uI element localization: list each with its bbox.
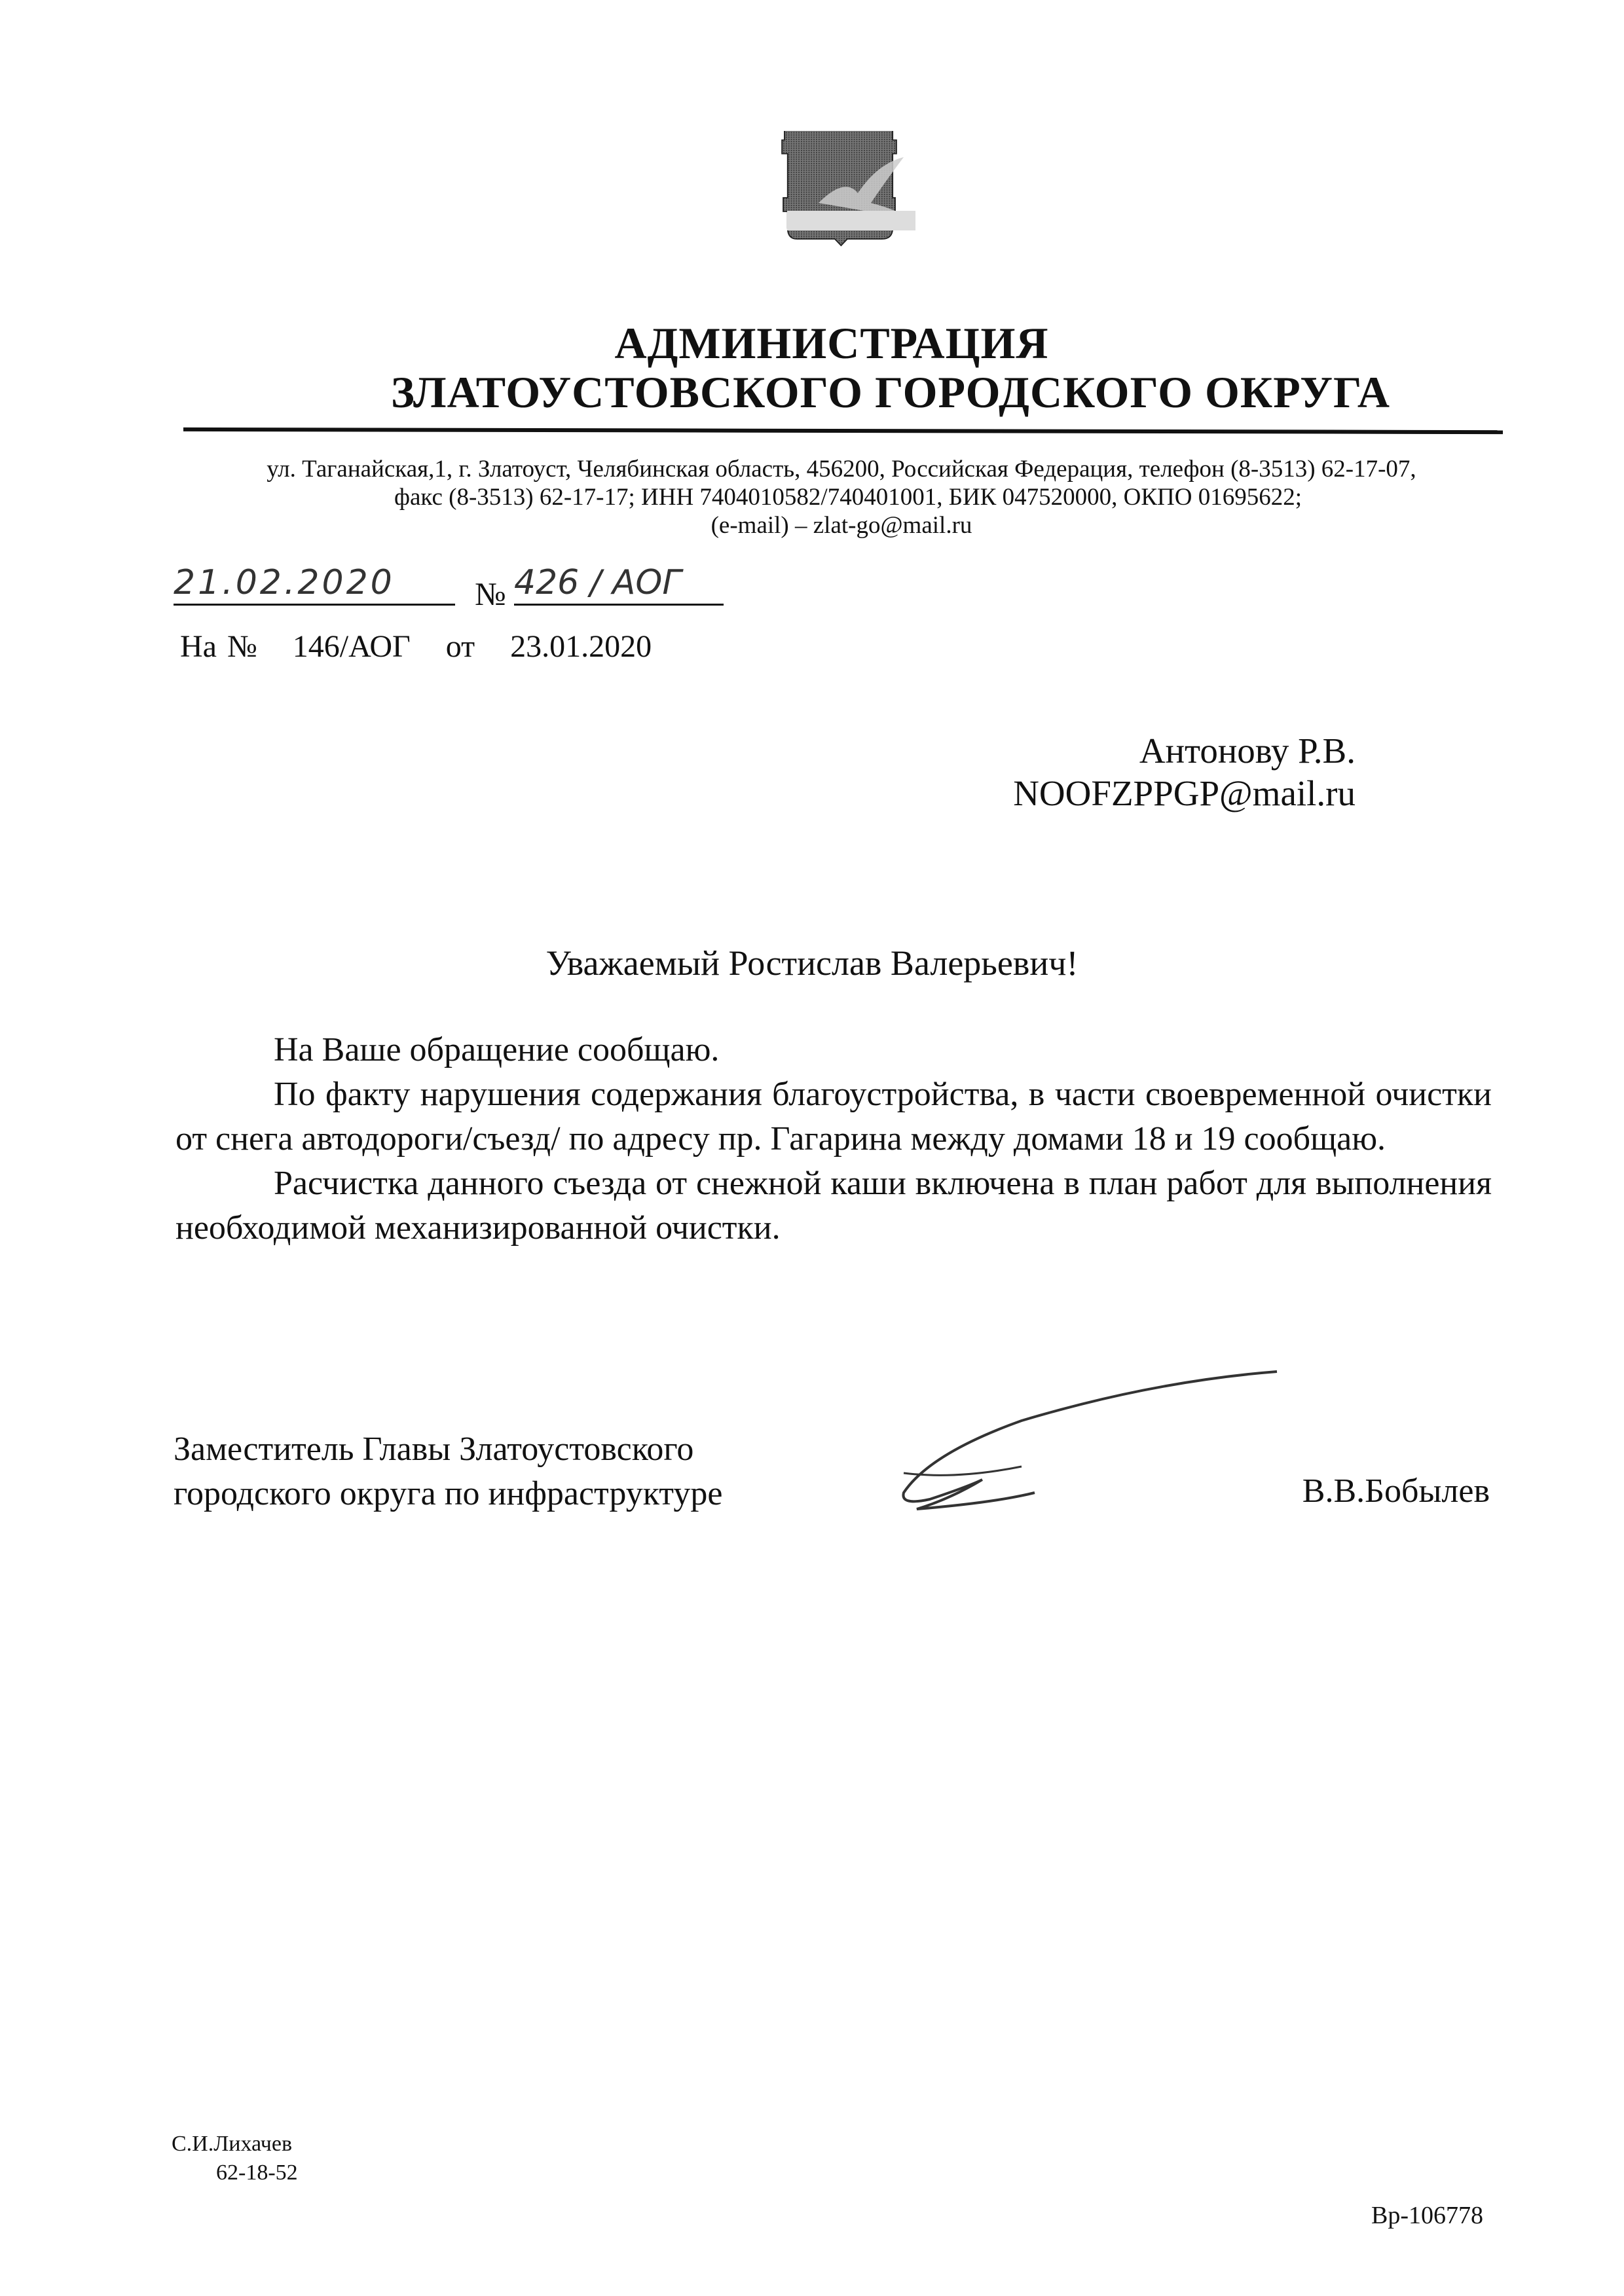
document-code: Вр-106778 bbox=[1371, 2202, 1483, 2229]
address-line-2: факс (8-3513) 62-17-17; ИНН 7404010582/740401001, БИК 047520000, ОКПО 01695622; bbox=[394, 484, 1302, 511]
reference-from-label: от bbox=[445, 629, 475, 664]
recipient-email: NOOFZPPGP@mail.ru bbox=[1013, 773, 1356, 813]
outgoing-date: 21.02.2020 bbox=[174, 563, 455, 606]
number-label: № bbox=[475, 575, 506, 612]
body-paragraph: По факту нарушения содержания благоустройства, в части своевременной очистки от снега автодороги/съезд/ по адресу пр. Гагарина между домами 18 и 19 сообщаю. bbox=[175, 1076, 1492, 1157]
handwritten-signature bbox=[891, 1368, 1283, 1519]
reference-date: 23.01.2020 bbox=[510, 629, 652, 664]
signatory-name: В.В.Бобылев bbox=[1302, 1472, 1490, 1510]
address-line-3: (e-mail) – zlat-go@mail.ru bbox=[710, 512, 972, 539]
address-line-1: ул. Таганайская,1, г. Златоуст, Челябинская область, 456200, Российская Федерация, телефон (8-3513) 62-17-07, bbox=[267, 456, 1416, 483]
organization-title-line1: АДМИНИСТРАЦИЯ bbox=[614, 318, 1049, 368]
body-paragraph: Расчистка данного съезда от снежной каши включена в план работ для выполнения необходимой механизированной очистки. bbox=[175, 1165, 1492, 1247]
letter-body bbox=[175, 1028, 1492, 1250]
reference-number: 146/АОГ bbox=[292, 629, 411, 664]
executor-name: С.И.Лихачев bbox=[172, 2132, 293, 2156]
recipient-name: Антонову Р.В. bbox=[1139, 731, 1356, 771]
position-line-2: городского округа по инфраструктуре bbox=[174, 1475, 723, 1512]
header-divider bbox=[183, 428, 1503, 434]
reference-line bbox=[180, 629, 676, 665]
reference-label: На № bbox=[180, 629, 257, 664]
signatory-position bbox=[174, 1427, 722, 1516]
coat-of-arms-emblem bbox=[779, 131, 923, 268]
outgoing-number: 426 / АОГ bbox=[514, 563, 724, 606]
body-paragraph: На Ваше обращение сообщаю. bbox=[274, 1031, 720, 1068]
position-line-1: Заместитель Главы Златоустовского bbox=[174, 1430, 694, 1468]
organization-title-line2: ЗЛАТОУСТОВСКОГО ГОРОДСКОГО ОКРУГА bbox=[391, 367, 1390, 417]
greeting: Уважаемый Ростислав Валерьевич! bbox=[545, 943, 1079, 983]
executor-phone: 62-18-52 bbox=[216, 2160, 298, 2185]
